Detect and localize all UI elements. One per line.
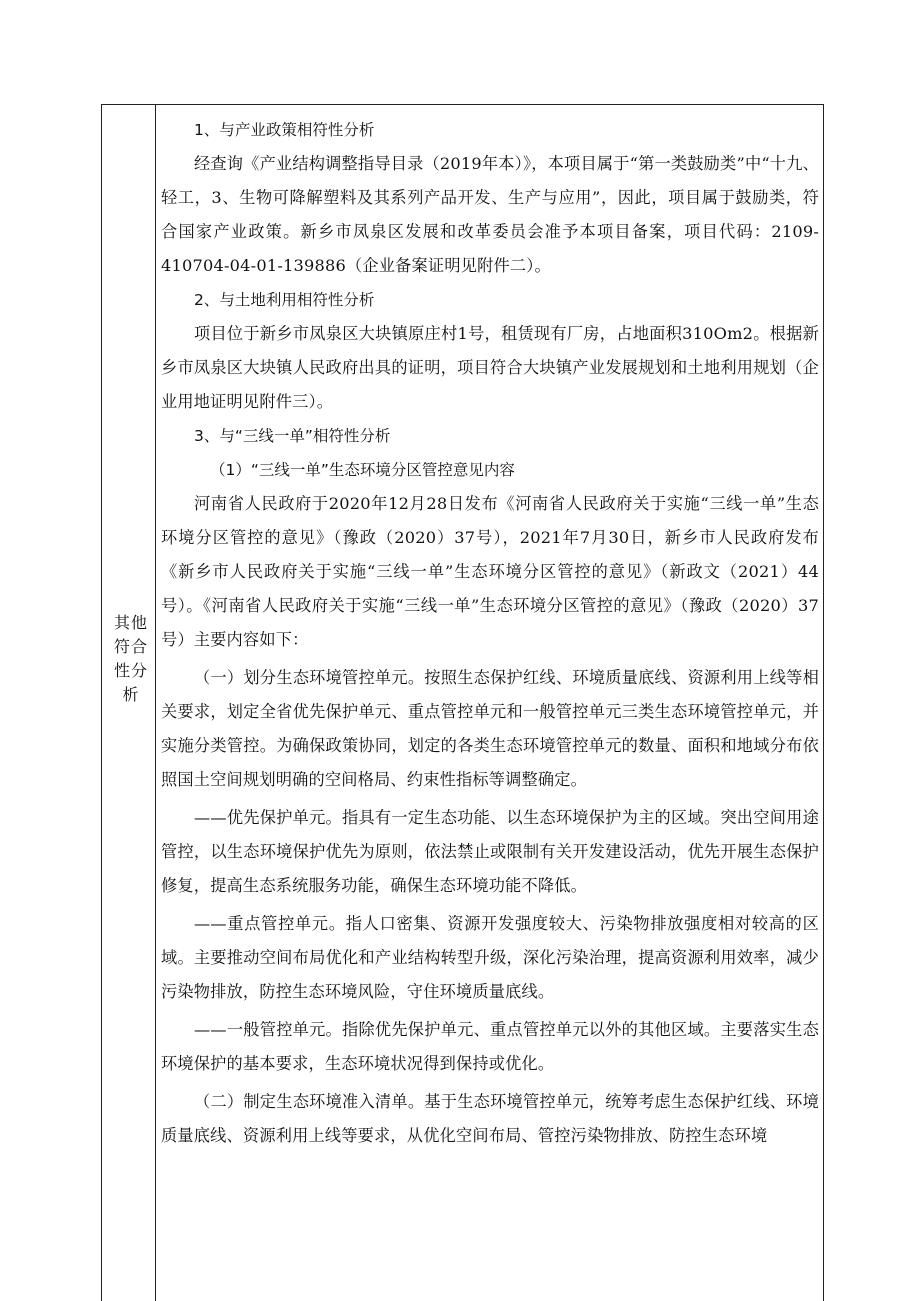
- paragraph-land-use: 项目位于新乡市凤泉区大块镇原庄村1号，租赁现有厂房，占地面积310Om2。根据新乡市凤泉区大块镇人民政府出具的证明，项目符合大块镇产业发展规划和土地利用规划（企业用地证明见附件三）。: [161, 324, 819, 411]
- analysis-content: [156, 105, 823, 1153]
- heading-three-lines: 3、与“三线一单”相符性分析: [194, 427, 391, 445]
- content-table: [101, 104, 824, 1301]
- paragraph-key-control: ——重点管控单元。指人口密集、资源开发强度较大、污染物排放强度相对较高的区域。主要推动空间布局优化和产业结构转型升级，深化污染治理，提高资源利用效率，减少污染物排放，防控生态环境风险，守住环境质量底线。: [161, 914, 819, 1001]
- subheading-three-lines-opinion: （1）“三线一单”生态环境分区管控意见内容: [210, 461, 515, 479]
- heading-land-use: 2、与土地利用相符性分析: [194, 291, 375, 309]
- paragraph-industry-policy: 经查询《产业结构调整指导目录（2019年本）》，本项目属于“第一类鼓励类”中“十九、轻工，3、生物可降解塑料及其系列产品开发、生产与应用”，因此，项目属于鼓励类，符合国家产业政策。新乡市凤泉区发展和改革委员会准予本项目备案，项目代码：2109-410704-04-01-139886（企业备案证明见附件二）。: [161, 154, 819, 275]
- paragraph-control-units: （一）划分生态环境管控单元。按照生态保护红线、环境质量底线、资源利用上线等相关要求，划定全省优先保护单元、重点管控单元和一般管控单元三类生态环境管控单元，并实施分类管控。为确保政策协同，划定的各类生态环境管控单元的数量、面积和地域分布依照国土空间规划明确的空间格局、约束性指标等调整确定。: [161, 668, 819, 789]
- heading-industry-policy: 1、与产业政策相符性分析: [194, 121, 375, 139]
- paragraph-priority-protection: ——优先保护单元。指具有一定生态功能、以生态环境保护为主的区域。突出空间用途管控，以生态环境保护优先为原则，依法禁止或限制有关开发建设活动，优先开展生态保护修复，提高生态系统服务功能，确保生态环境功能不降低。: [161, 808, 819, 895]
- paragraph-general-control: ——一般管控单元。指除优先保护单元、重点管控单元以外的其他区域。主要落实生态环境保护的基本要求，生态环境状况得到保持或优化。: [161, 1020, 819, 1073]
- paragraph-access-list: （二）制定生态环境准入清单。基于生态环境管控单元，统筹考虑生态保护红线、环境质量底线、资源利用上线等要求，从优化空间布局、管控污染物排放、防控生态环境: [161, 1092, 819, 1145]
- category-label: 其他符合性分析: [113, 613, 148, 704]
- paragraph-henan-opinion: 河南省人民政府于2020年12月28日发布《河南省人民政府关于实施“三线一单”生态环境分区管控的意见》（豫政（2020）37号），2021年7月30日，新乡市人民政府发布《新乡市人民政府关于实施“三线一单”生态环境分区管控的意见》（新政文（2021）44号）。《河南省人民政府关于实施“三线一单”生态环境分区管控的意见》（豫政（2020）37号）主要内容如下：: [161, 494, 819, 649]
- category-column: [102, 105, 156, 1301]
